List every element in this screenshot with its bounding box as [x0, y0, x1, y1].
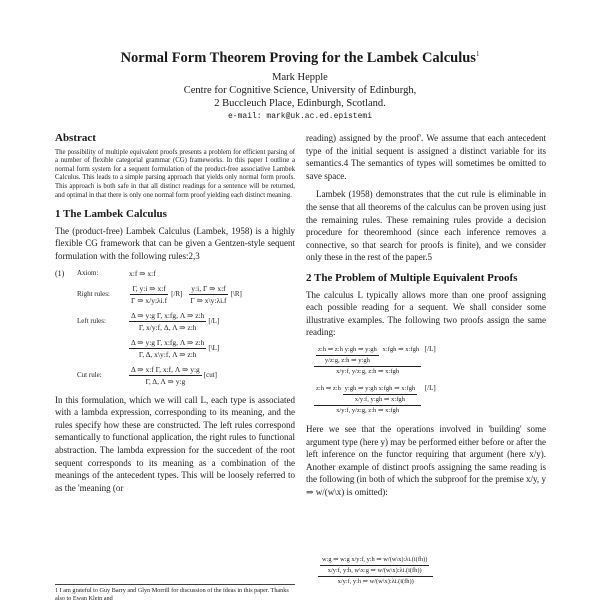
cut-rule-name: [cut]	[203, 370, 217, 379]
right-rules-row	[55, 284, 295, 305]
author-name: Mark Hepple	[272, 72, 328, 83]
right-para-3: The calculus L typically allows more than one proof assigning each possible reading for a sequent. We shall consider some illustrative examples. The following two proofs assign the same reading:	[306, 289, 546, 338]
right-para-1: reading) assigned by the proof'. We assume that each antecedent type of the initial sequent is assigned a distinct variable for its semantics.4 The semantics of types will sometimes be omitted to save space.	[306, 133, 546, 181]
left-rule-slash-row	[55, 311, 295, 332]
footnote: 1 I am grateful to Guy Barry and Glyn Morrill for discussion of the ideas in this paper. Thanks also to Ewan Klein and	[55, 584, 295, 602]
proof-2-inner: $\frac{\text{y:gh ⇒ y:gh x:fgh ⇒ x:fgh}}{\text{x/y:f, y:gh ⇒ x:fgh}}$	[344, 384, 416, 403]
section-1-para-1: The (product-free) Lambek Calculus (Lambek, 1958) is a highly flexible CG framework that can be given a Gentzen-style sequent formulation with the following rules:2,3	[55, 225, 295, 261]
cut-rule-row	[55, 365, 295, 386]
right-column	[306, 132, 546, 504]
section-1-para-2: In this formulation, which we will call L, each type is associated with a lambda expression, corresponding to its meaning, and the rules specify how these are constructed. The left rules correspond semantically to functional application, the right rules to functional abstraction. The lambda expression for the succedent of the root sequent corresponds to its meaning as a combination of the meanings of the antecedent types. This will be loosely referred to as the 'meaning (or	[55, 394, 295, 493]
proof-1-name: [/L]	[424, 344, 436, 353]
proof-2	[314, 384, 546, 415]
proof-1-outer: $\frac{\text{z:h ⇒ z:h y:gh ⇒ y:gh}}{y/z:g, z:h \Rightarrow y:gh}$ x:fgh ⇒ x:fgh x/y:f, y/z:g, z:h ⇒ x:fgh	[314, 346, 421, 376]
section-1-heading: 1 The Lambek Calculus	[55, 208, 167, 221]
author-block	[0, 71, 600, 123]
paper-title	[0, 50, 600, 67]
left-column	[55, 132, 295, 500]
proof-2-name: [/L]	[424, 383, 436, 392]
author-affiliation: Centre for Cognitive Science, University of Edinburgh,	[183, 85, 417, 96]
title-text: Normal Form Theorem Proving for the Lambek Calculus	[120, 50, 476, 66]
abstract-heading: Abstract	[55, 132, 96, 144]
backslash-right-rule: $\frac{y:i, \Gamma \Rightarrow x:f}{\Gamma \Rightarrow x\backslash y:\lambda i.f}$	[190, 283, 227, 305]
abstract-text: The possibility of multiple equivalent proofs presents a problem for efficient parsing of a number of flexible categorial grammar (CG) frameworks. In this paper I outline a normal form system for a sequent formulation of the product-free associative Lambek Calculus. This leads to a simple parsing approach that yields only normal form proofs. This approach is both safe in that all distinct readings for a sentence will be returned, and optimal in that there is only one normal form proof yielding each distinct meaning.	[55, 148, 295, 199]
backslash-left-name: [\L]	[208, 343, 220, 352]
axiom-formula: x:f ⇒ x:f	[129, 268, 156, 278]
backslash-left-rule: $\frac{\text{Δ ⇒ y:g Γ, x:fg, Λ ⇒ z:h}}{\Gamma, \Delta, x\backslash y:f, \Lambda \Rightarrow z:h}$	[131, 337, 205, 359]
slash-left-name: [/L]	[208, 316, 220, 325]
cut-rule: $\frac{\text{Δ ⇒ x:f Γ, x:f, Λ ⇒ y:g}}{\Gamma, \Delta, \Lambda \Rightarrow y:g}$	[131, 364, 200, 386]
proof-1	[314, 345, 546, 376]
proof-1-inner: $\frac{\text{z:h ⇒ z:h y:gh ⇒ y:gh}}{y/z:g, z:h \Rightarrow y:gh}$	[318, 345, 377, 364]
proof-bottom-outer: $\frac{\text{w:g ⇒ w:g x/y:f, y:h ⇒ w/(w\textbackslash{}x):λi.(i(fh))}}{x/y:f, y:h, w\backslash x:g \Rightarrow w/(w\backslash x):\lambda i.(i(fh))}$ x/y:f, y:h ⇒ w/(w\x):λi.(i(fh))	[318, 556, 433, 586]
author-address: 2 Buccleuch Place, Edinburgh, Scotland.	[214, 98, 386, 109]
rule-number: (1)	[55, 268, 65, 278]
right-para-4: Here we see that the operations involved in 'building' some argument type (here y) may be performed either before or after the left inference on the functor requiring that argument (here x/y). Another example of distinct proofs assigning the same reading is the following (in both of which the subproof for the premise x/y, y ⇒ w/(w\x) is omitted):	[306, 423, 546, 497]
slash-left-rule: $\frac{\text{Δ ⇒ y:g Γ, x:fg, Λ ⇒ z:h}}{\Gamma, x/y:f, \Delta, \Lambda \Rightarrow z:h}$	[131, 310, 205, 332]
title-footnote-mark: 1	[475, 50, 480, 59]
proof-bottom	[318, 556, 435, 586]
axiom-label: Axiom:	[77, 268, 99, 277]
proof-bottom-inner: $\frac{\text{w:g ⇒ w:g x/y:f, y:h ⇒ w/(w\textbackslash{}x):λi.(i(fh))}}{x/y:f, y:h, w\backslash x:g \Rightarrow w/(w\backslash x):\lambda i.(i(fh))}$	[322, 556, 428, 574]
right-rules-label: Right rules:	[77, 289, 110, 298]
axiom-row	[55, 269, 295, 278]
left-rule-backslash-row	[55, 338, 295, 359]
slash-right-name: [/R]	[171, 289, 183, 298]
cut-rule-label: Cut rule:	[77, 370, 102, 379]
sequent-rules	[55, 269, 295, 386]
section-2-heading: 2 The Problem of Multiple Equivalent Proofs	[306, 271, 518, 284]
author-email: e-mail: mark@uk.ac.ed.epistemi	[227, 112, 373, 121]
proof-2-outer: z:h ⇒ z:h $\frac{\text{y:gh ⇒ y:gh x:fgh ⇒ x:fgh}}{\text{x/y:f, y:gh ⇒ x:fgh}}$ x/y:f, y/z:g, z:h ⇒ x:fgh	[314, 385, 421, 415]
left-rules-label: Left rules:	[77, 316, 106, 325]
slash-right-rule: $\frac{\Gamma, y:i \Rightarrow x:f}{\Gamma \Rightarrow x/y:\lambda i.f}$	[131, 283, 168, 305]
backslash-right-name: [\R]	[230, 289, 242, 298]
right-para-2: Lambek (1958) demonstrates that the cut rule is eliminable in the sense that all theorems of the calculus can be proven using just the remaining rules. These remaining rules provide a decision procedure for theoremhood (since each inference removes a connective, so that search for proofs is finite), and we consider only these in the rest of the paper.5	[306, 189, 546, 263]
